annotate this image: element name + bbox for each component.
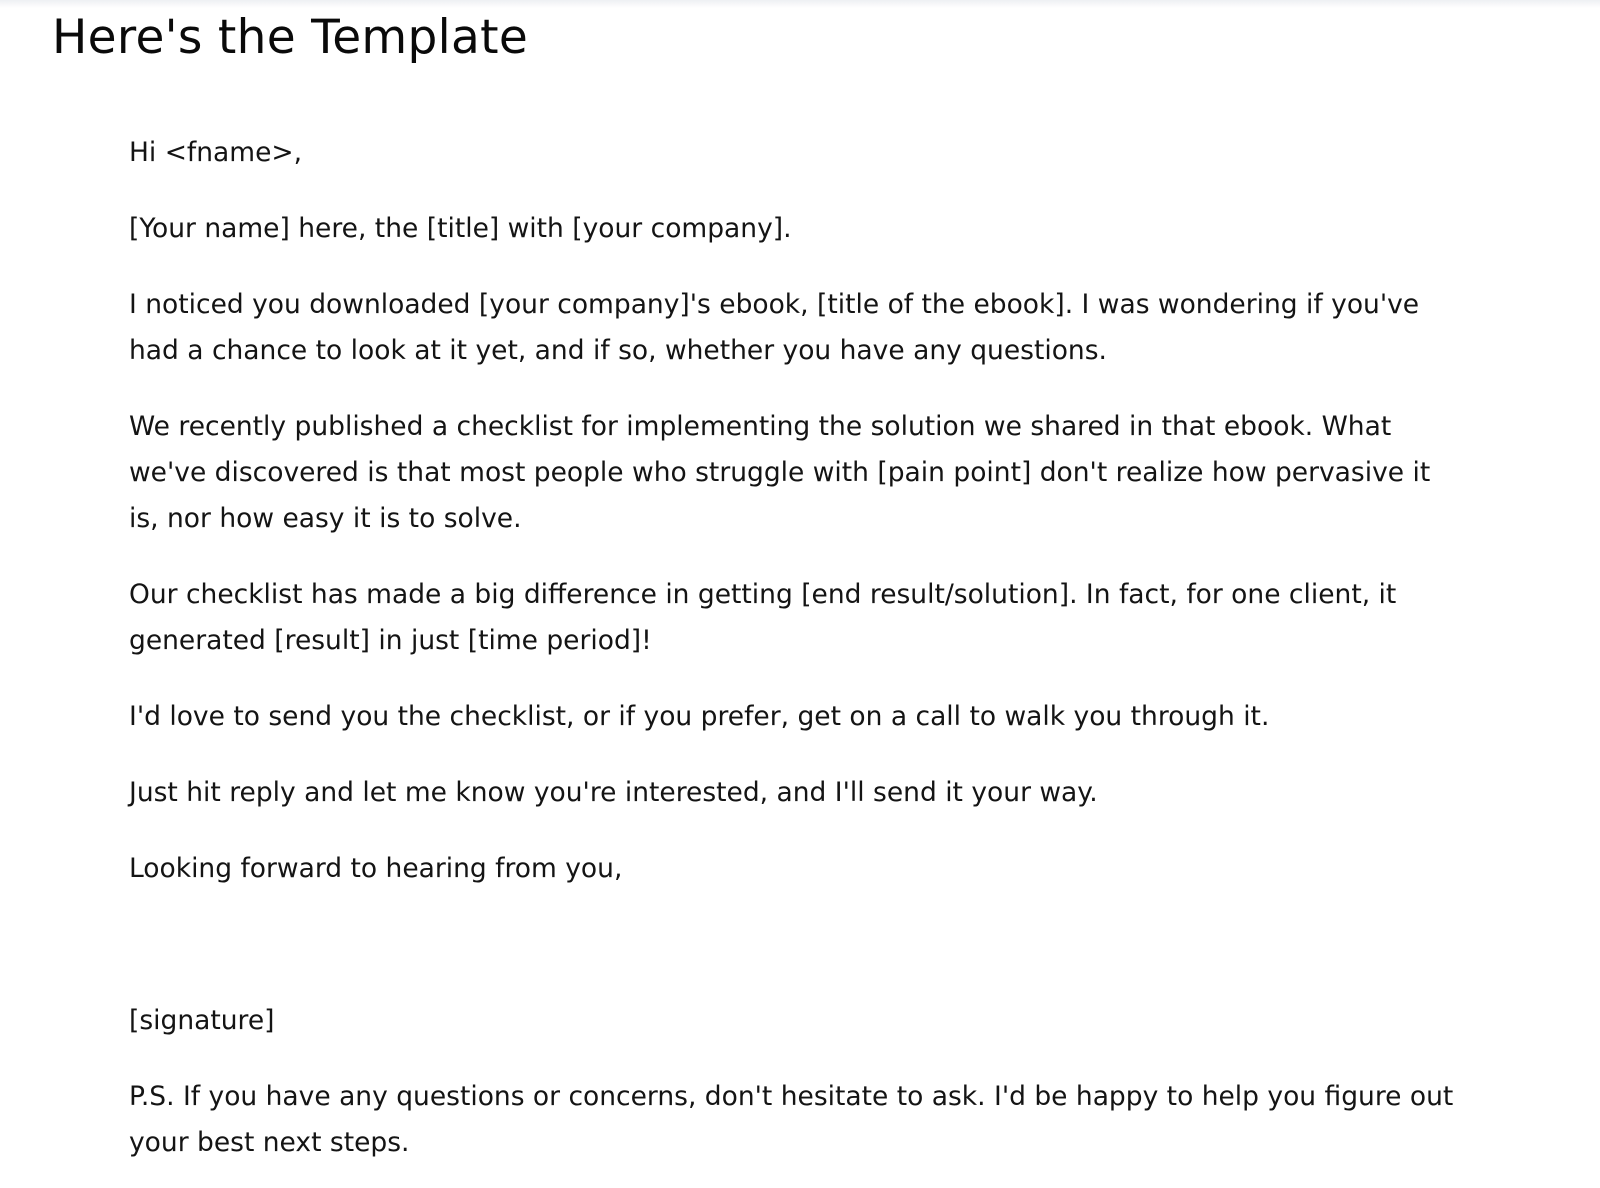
letter-paragraph-results: Our checklist has made a big difference in getting [end result/solution]. In fact, for one client, it generated [result] in just [time period]! — [129, 579, 1397, 656]
letter-signature: [signature] — [129, 1005, 275, 1036]
letter-intro: [Your name] here, the [title] with [your company]. — [129, 213, 792, 244]
letter-closing: Looking forward to hearing from you, — [129, 853, 623, 884]
letter-paragraph-cta: Just hit reply and let me know you're interested, and I'll send it your way. — [129, 777, 1098, 808]
letter-paragraph-ebook: I noticed you downloaded [your company]'s ebook, [title of the ebook]. I was wondering if you've had a chance to look at it yet, and if so, whether you have any questions. — [129, 289, 1420, 366]
email-template-body — [129, 130, 1459, 1188]
page-title: Here's the Template — [52, 10, 529, 65]
letter-postscript: P.S. If you have any questions or concerns, don't hesitate to ask. I'd be happy to help you figure out your best next steps. — [129, 1081, 1454, 1158]
top-shade-divider — [0, 0, 1600, 8]
letter-paragraph-offer: I'd love to send you the checklist, or if you prefer, get on a call to walk you through it. — [129, 701, 1270, 732]
letter-greeting: Hi <fname>, — [129, 137, 303, 168]
letter-paragraph-checklist: We recently published a checklist for implementing the solution we shared in that ebook. What we've discovered is that most people who struggle with [pain point] don't realize how pervasive it is, nor how easy it is to solve. — [129, 411, 1431, 534]
